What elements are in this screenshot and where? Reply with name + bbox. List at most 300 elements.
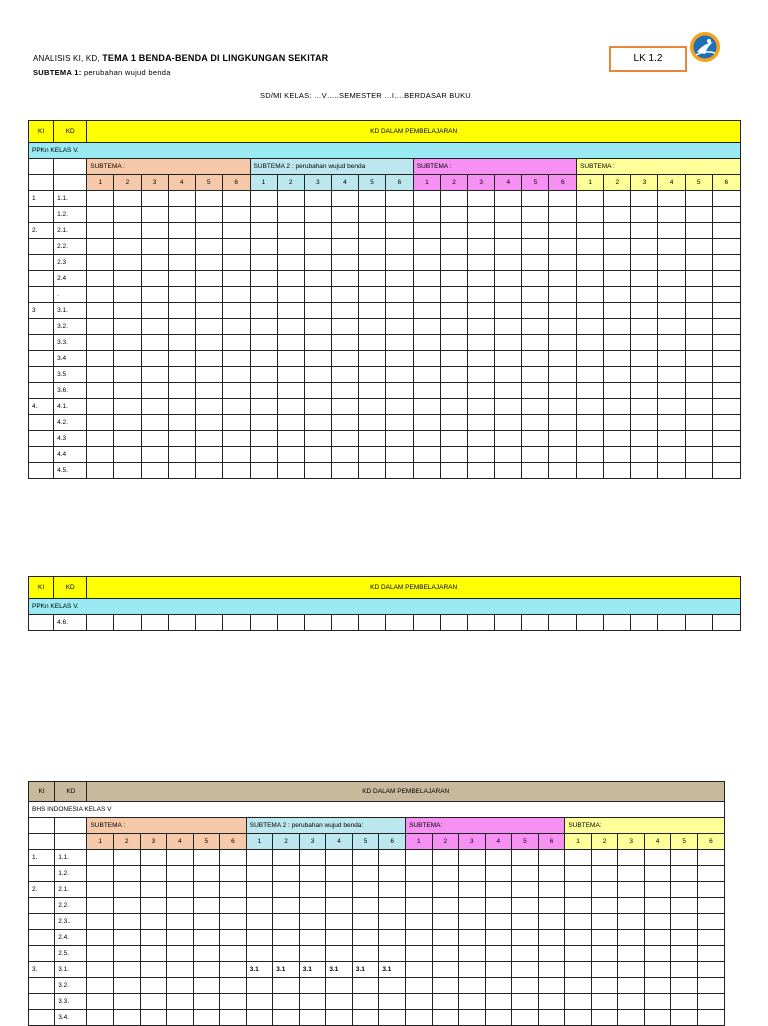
grid-cell[interactable]: [222, 335, 250, 351]
grid-cell[interactable]: [141, 431, 168, 447]
grid-cell[interactable]: [631, 399, 658, 415]
grid-cell[interactable]: [168, 303, 195, 319]
grid-cell[interactable]: [577, 463, 604, 479]
grid-cell[interactable]: [140, 850, 167, 866]
grid-cell[interactable]: [577, 223, 604, 239]
grid-cell[interactable]: [604, 615, 631, 631]
grid-cell[interactable]: [193, 866, 220, 882]
grid-cell[interactable]: [604, 191, 631, 207]
grid-cell[interactable]: [195, 287, 222, 303]
grid-cell[interactable]: [304, 319, 331, 335]
grid-cell[interactable]: [712, 367, 740, 383]
grid-cell[interactable]: [512, 1010, 539, 1026]
grid-cell[interactable]: [326, 978, 353, 994]
grid-cell[interactable]: [331, 319, 358, 335]
grid-cell[interactable]: [168, 383, 195, 399]
grid-cell[interactable]: [459, 962, 486, 978]
grid-cell[interactable]: [331, 447, 358, 463]
grid-cell[interactable]: [379, 994, 406, 1010]
grid-cell[interactable]: [459, 882, 486, 898]
grid-cell[interactable]: [712, 207, 740, 223]
grid-cell[interactable]: [468, 271, 495, 287]
grid-cell[interactable]: [114, 223, 141, 239]
grid-cell[interactable]: [250, 383, 277, 399]
grid-cell[interactable]: [406, 914, 433, 930]
grid-cell[interactable]: [538, 850, 565, 866]
grid-cell[interactable]: [685, 223, 712, 239]
grid-cell[interactable]: [631, 431, 658, 447]
grid-cell[interactable]: [697, 882, 724, 898]
grid-cell[interactable]: [538, 914, 565, 930]
grid-cell[interactable]: [114, 431, 141, 447]
grid-cell[interactable]: [712, 287, 740, 303]
grid-cell[interactable]: [468, 399, 495, 415]
grid-cell[interactable]: [538, 930, 565, 946]
grid-cell[interactable]: [113, 882, 140, 898]
grid-cell[interactable]: [413, 303, 440, 319]
grid-cell[interactable]: [459, 978, 486, 994]
grid-cell[interactable]: [485, 882, 512, 898]
grid-cell[interactable]: [359, 367, 386, 383]
grid-cell[interactable]: [468, 383, 495, 399]
grid-cell[interactable]: [604, 447, 631, 463]
grid-cell[interactable]: [618, 930, 645, 946]
grid-cell[interactable]: [658, 431, 685, 447]
grid-cell[interactable]: [591, 1010, 618, 1026]
grid-cell[interactable]: [631, 415, 658, 431]
grid-cell[interactable]: [644, 898, 671, 914]
grid-cell[interactable]: [195, 367, 222, 383]
grid-cell[interactable]: [359, 351, 386, 367]
grid-cell[interactable]: [141, 239, 168, 255]
grid-cell[interactable]: [304, 351, 331, 367]
grid-cell[interactable]: [685, 415, 712, 431]
grid-cell[interactable]: [193, 946, 220, 962]
grid-cell[interactable]: [141, 287, 168, 303]
grid-cell[interactable]: [512, 962, 539, 978]
grid-cell[interactable]: [379, 914, 406, 930]
grid-cell[interactable]: [113, 850, 140, 866]
grid-cell[interactable]: [386, 287, 414, 303]
grid-cell[interactable]: [246, 866, 273, 882]
grid-cell[interactable]: [250, 255, 277, 271]
grid-cell[interactable]: [577, 383, 604, 399]
grid-cell[interactable]: [220, 978, 247, 994]
grid-cell[interactable]: [167, 866, 194, 882]
grid-cell[interactable]: [141, 255, 168, 271]
grid-cell[interactable]: [114, 447, 141, 463]
grid-cell[interactable]: [485, 898, 512, 914]
grid-cell[interactable]: [141, 191, 168, 207]
grid-cell[interactable]: [432, 866, 459, 882]
grid-cell[interactable]: [468, 239, 495, 255]
grid-cell[interactable]: [299, 1010, 326, 1026]
grid-cell[interactable]: [299, 994, 326, 1010]
grid-cell[interactable]: [140, 1010, 167, 1026]
grid-cell[interactable]: [87, 351, 114, 367]
grid-cell[interactable]: [549, 319, 577, 335]
grid-cell[interactable]: [413, 415, 440, 431]
grid-cell[interactable]: [604, 303, 631, 319]
grid-cell[interactable]: [250, 191, 277, 207]
grid-cell[interactable]: [631, 271, 658, 287]
grid-cell[interactable]: [87, 287, 114, 303]
grid-cell[interactable]: [685, 319, 712, 335]
grid-cell[interactable]: [631, 335, 658, 351]
grid-cell[interactable]: [87, 383, 114, 399]
grid-cell[interactable]: [140, 930, 167, 946]
grid-cell[interactable]: [114, 271, 141, 287]
grid-cell[interactable]: [250, 239, 277, 255]
grid-cell[interactable]: [352, 930, 379, 946]
grid-cell[interactable]: [685, 239, 712, 255]
grid-cell[interactable]: [168, 399, 195, 415]
grid-cell[interactable]: [671, 930, 698, 946]
grid-cell[interactable]: [114, 207, 141, 223]
grid-cell[interactable]: [432, 994, 459, 1010]
grid-cell[interactable]: [87, 335, 114, 351]
grid-cell[interactable]: [141, 367, 168, 383]
grid-cell[interactable]: [685, 335, 712, 351]
grid-cell[interactable]: [549, 191, 577, 207]
grid-cell[interactable]: [359, 287, 386, 303]
grid-cell[interactable]: [250, 335, 277, 351]
grid-cell[interactable]: [222, 431, 250, 447]
grid-cell[interactable]: [413, 351, 440, 367]
grid-cell[interactable]: [304, 335, 331, 351]
grid-cell[interactable]: [141, 207, 168, 223]
grid-cell[interactable]: [577, 431, 604, 447]
grid-cell[interactable]: [522, 207, 549, 223]
grid-cell[interactable]: [359, 431, 386, 447]
grid-cell[interactable]: [222, 399, 250, 415]
grid-cell[interactable]: [712, 223, 740, 239]
grid-cell[interactable]: [468, 255, 495, 271]
grid-cell[interactable]: [658, 447, 685, 463]
grid-cell[interactable]: [549, 255, 577, 271]
grid-cell[interactable]: [222, 319, 250, 335]
grid-cell[interactable]: [549, 367, 577, 383]
grid-cell[interactable]: [87, 399, 114, 415]
grid-cell[interactable]: [538, 962, 565, 978]
grid-cell[interactable]: [141, 463, 168, 479]
grid-cell[interactable]: [685, 207, 712, 223]
grid-cell[interactable]: [432, 850, 459, 866]
grid-cell[interactable]: [87, 1010, 114, 1026]
grid-cell[interactable]: [168, 287, 195, 303]
grid-cell[interactable]: [87, 191, 114, 207]
grid-cell[interactable]: [406, 866, 433, 882]
grid-cell[interactable]: [432, 882, 459, 898]
grid-cell[interactable]: [712, 351, 740, 367]
grid-cell[interactable]: [658, 415, 685, 431]
grid-cell[interactable]: [618, 866, 645, 882]
grid-cell[interactable]: [565, 866, 592, 882]
grid-cell[interactable]: [549, 383, 577, 399]
grid-cell[interactable]: [685, 271, 712, 287]
grid-cell[interactable]: [468, 287, 495, 303]
grid-cell[interactable]: [195, 255, 222, 271]
grid-cell[interactable]: [468, 415, 495, 431]
grid-cell[interactable]: [113, 962, 140, 978]
grid-cell[interactable]: [591, 946, 618, 962]
grid-cell[interactable]: [87, 930, 114, 946]
grid-cell[interactable]: [591, 850, 618, 866]
grid-cell[interactable]: [522, 615, 549, 631]
grid-cell[interactable]: [304, 303, 331, 319]
grid-cell[interactable]: [87, 367, 114, 383]
grid-cell[interactable]: [712, 399, 740, 415]
grid-cell[interactable]: [220, 882, 247, 898]
grid-cell[interactable]: [697, 914, 724, 930]
grid-cell[interactable]: [697, 946, 724, 962]
grid-cell[interactable]: [299, 866, 326, 882]
grid-cell[interactable]: [141, 351, 168, 367]
grid-cell[interactable]: [326, 866, 353, 882]
grid-cell[interactable]: [273, 994, 300, 1010]
grid-cell[interactable]: [697, 1010, 724, 1026]
grid-cell[interactable]: [604, 463, 631, 479]
grid-cell[interactable]: [304, 255, 331, 271]
grid-cell[interactable]: [359, 463, 386, 479]
grid-cell[interactable]: [495, 367, 522, 383]
grid-cell[interactable]: [304, 223, 331, 239]
grid-cell[interactable]: [114, 415, 141, 431]
grid-cell[interactable]: [195, 383, 222, 399]
grid-cell[interactable]: [712, 463, 740, 479]
grid-cell[interactable]: [87, 319, 114, 335]
grid-cell[interactable]: [386, 431, 414, 447]
grid-cell[interactable]: [440, 207, 467, 223]
grid-cell[interactable]: [141, 271, 168, 287]
grid-cell[interactable]: [512, 930, 539, 946]
grid-cell[interactable]: [644, 1010, 671, 1026]
grid-cell[interactable]: [565, 946, 592, 962]
grid-cell[interactable]: [565, 930, 592, 946]
grid-cell[interactable]: [685, 447, 712, 463]
grid-cell[interactable]: [250, 367, 277, 383]
grid-cell[interactable]: [413, 335, 440, 351]
grid-cell[interactable]: [577, 255, 604, 271]
grid-cell[interactable]: [538, 866, 565, 882]
grid-cell[interactable]: [658, 383, 685, 399]
grid-cell[interactable]: [413, 255, 440, 271]
grid-cell[interactable]: [168, 351, 195, 367]
grid-cell[interactable]: [495, 431, 522, 447]
grid-cell[interactable]: [631, 223, 658, 239]
grid-cell[interactable]: [591, 994, 618, 1010]
grid-cell[interactable]: [618, 914, 645, 930]
grid-cell[interactable]: [440, 335, 467, 351]
grid-cell[interactable]: [195, 447, 222, 463]
grid-cell[interactable]: [413, 447, 440, 463]
grid-cell[interactable]: [413, 191, 440, 207]
grid-cell[interactable]: [386, 303, 414, 319]
grid-cell[interactable]: [114, 191, 141, 207]
grid-cell[interactable]: [167, 978, 194, 994]
grid-cell[interactable]: [250, 207, 277, 223]
grid-cell[interactable]: [250, 431, 277, 447]
grid-cell[interactable]: [250, 271, 277, 287]
grid-cell[interactable]: [712, 415, 740, 431]
grid-cell[interactable]: [246, 898, 273, 914]
grid-cell[interactable]: [246, 850, 273, 866]
grid-cell[interactable]: [331, 303, 358, 319]
grid-cell[interactable]: [658, 303, 685, 319]
grid-cell[interactable]: [495, 415, 522, 431]
grid-cell[interactable]: [631, 447, 658, 463]
grid-cell[interactable]: [379, 946, 406, 962]
grid-cell[interactable]: [167, 962, 194, 978]
grid-cell[interactable]: [618, 882, 645, 898]
grid-cell[interactable]: [386, 463, 414, 479]
grid-cell[interactable]: [413, 207, 440, 223]
grid-cell[interactable]: [413, 287, 440, 303]
grid-cell[interactable]: [565, 898, 592, 914]
grid-cell[interactable]: [413, 367, 440, 383]
grid-cell[interactable]: [512, 914, 539, 930]
grid-cell[interactable]: [459, 1010, 486, 1026]
grid-cell[interactable]: [352, 914, 379, 930]
grid-cell[interactable]: [379, 978, 406, 994]
grid-cell[interactable]: [697, 994, 724, 1010]
grid-cell[interactable]: [220, 850, 247, 866]
grid-cell[interactable]: [440, 271, 467, 287]
grid-cell[interactable]: [386, 367, 414, 383]
grid-cell[interactable]: [359, 207, 386, 223]
grid-cell[interactable]: [141, 303, 168, 319]
grid-cell[interactable]: [379, 1010, 406, 1026]
grid-cell[interactable]: [195, 415, 222, 431]
grid-cell[interactable]: [331, 255, 358, 271]
grid-cell[interactable]: [141, 319, 168, 335]
grid-cell[interactable]: [352, 898, 379, 914]
grid-cell[interactable]: [406, 882, 433, 898]
grid-cell[interactable]: [114, 399, 141, 415]
grid-cell[interactable]: [618, 994, 645, 1010]
grid-cell[interactable]: [406, 898, 433, 914]
grid-cell[interactable]: [386, 271, 414, 287]
grid-cell[interactable]: [522, 287, 549, 303]
grid-cell[interactable]: [113, 946, 140, 962]
grid-cell[interactable]: [697, 898, 724, 914]
grid-cell[interactable]: [577, 207, 604, 223]
grid-cell[interactable]: [604, 415, 631, 431]
grid-cell[interactable]: [565, 850, 592, 866]
grid-cell[interactable]: [195, 463, 222, 479]
grid-cell[interactable]: [712, 255, 740, 271]
grid-cell[interactable]: [167, 946, 194, 962]
grid-cell[interactable]: [277, 335, 304, 351]
grid-cell[interactable]: [114, 383, 141, 399]
grid-cell[interactable]: [413, 399, 440, 415]
grid-cell[interactable]: [331, 615, 358, 631]
grid-cell[interactable]: [512, 978, 539, 994]
grid-cell[interactable]: [359, 335, 386, 351]
grid-cell[interactable]: [273, 930, 300, 946]
grid-cell[interactable]: [222, 271, 250, 287]
grid-cell[interactable]: [549, 303, 577, 319]
grid-cell[interactable]: [167, 850, 194, 866]
grid-cell[interactable]: [359, 239, 386, 255]
grid-cell[interactable]: [277, 367, 304, 383]
grid-cell[interactable]: [604, 239, 631, 255]
grid-cell[interactable]: [522, 271, 549, 287]
grid-cell[interactable]: [685, 463, 712, 479]
grid-cell[interactable]: 3.1: [273, 962, 300, 978]
grid-cell[interactable]: [299, 914, 326, 930]
grid-cell[interactable]: [658, 271, 685, 287]
grid-cell[interactable]: [577, 287, 604, 303]
grid-cell[interactable]: [113, 930, 140, 946]
grid-cell[interactable]: [331, 287, 358, 303]
grid-cell[interactable]: [495, 615, 522, 631]
grid-cell[interactable]: [485, 1010, 512, 1026]
grid-cell[interactable]: [413, 615, 440, 631]
grid-cell[interactable]: [671, 914, 698, 930]
grid-cell[interactable]: [485, 946, 512, 962]
grid-cell[interactable]: [577, 399, 604, 415]
grid-cell[interactable]: [386, 223, 414, 239]
grid-cell[interactable]: [220, 946, 247, 962]
grid-cell[interactable]: [432, 946, 459, 962]
grid-cell[interactable]: [359, 191, 386, 207]
grid-cell[interactable]: [140, 962, 167, 978]
grid-cell[interactable]: [304, 415, 331, 431]
grid-cell[interactable]: [495, 335, 522, 351]
grid-cell[interactable]: [671, 946, 698, 962]
grid-cell[interactable]: [273, 866, 300, 882]
grid-cell[interactable]: [193, 850, 220, 866]
grid-cell[interactable]: [495, 447, 522, 463]
grid-cell[interactable]: 3.1: [352, 962, 379, 978]
grid-cell[interactable]: [432, 914, 459, 930]
grid-cell[interactable]: [140, 882, 167, 898]
grid-cell[interactable]: [468, 351, 495, 367]
grid-cell[interactable]: [273, 914, 300, 930]
grid-cell[interactable]: [685, 383, 712, 399]
grid-cell[interactable]: [468, 463, 495, 479]
grid-cell[interactable]: [386, 399, 414, 415]
grid-cell[interactable]: [495, 463, 522, 479]
grid-cell[interactable]: [222, 367, 250, 383]
grid-cell[interactable]: [195, 207, 222, 223]
grid-cell[interactable]: [658, 367, 685, 383]
grid-cell[interactable]: [685, 431, 712, 447]
grid-cell[interactable]: [326, 850, 353, 866]
grid-cell[interactable]: [277, 303, 304, 319]
grid-cell[interactable]: [246, 1010, 273, 1026]
grid-cell[interactable]: [141, 383, 168, 399]
grid-cell[interactable]: [326, 914, 353, 930]
grid-cell[interactable]: [277, 207, 304, 223]
grid-cell[interactable]: 3.1: [379, 962, 406, 978]
grid-cell[interactable]: [304, 431, 331, 447]
grid-cell[interactable]: [697, 930, 724, 946]
grid-cell[interactable]: [440, 303, 467, 319]
grid-cell[interactable]: [671, 898, 698, 914]
grid-cell[interactable]: [459, 850, 486, 866]
grid-cell[interactable]: [406, 850, 433, 866]
grid-cell[interactable]: [671, 1010, 698, 1026]
grid-cell[interactable]: [220, 1010, 247, 1026]
grid-cell[interactable]: [685, 351, 712, 367]
grid-cell[interactable]: [246, 978, 273, 994]
grid-cell[interactable]: [604, 271, 631, 287]
grid-cell[interactable]: [549, 271, 577, 287]
grid-cell[interactable]: [386, 447, 414, 463]
grid-cell[interactable]: [359, 615, 386, 631]
